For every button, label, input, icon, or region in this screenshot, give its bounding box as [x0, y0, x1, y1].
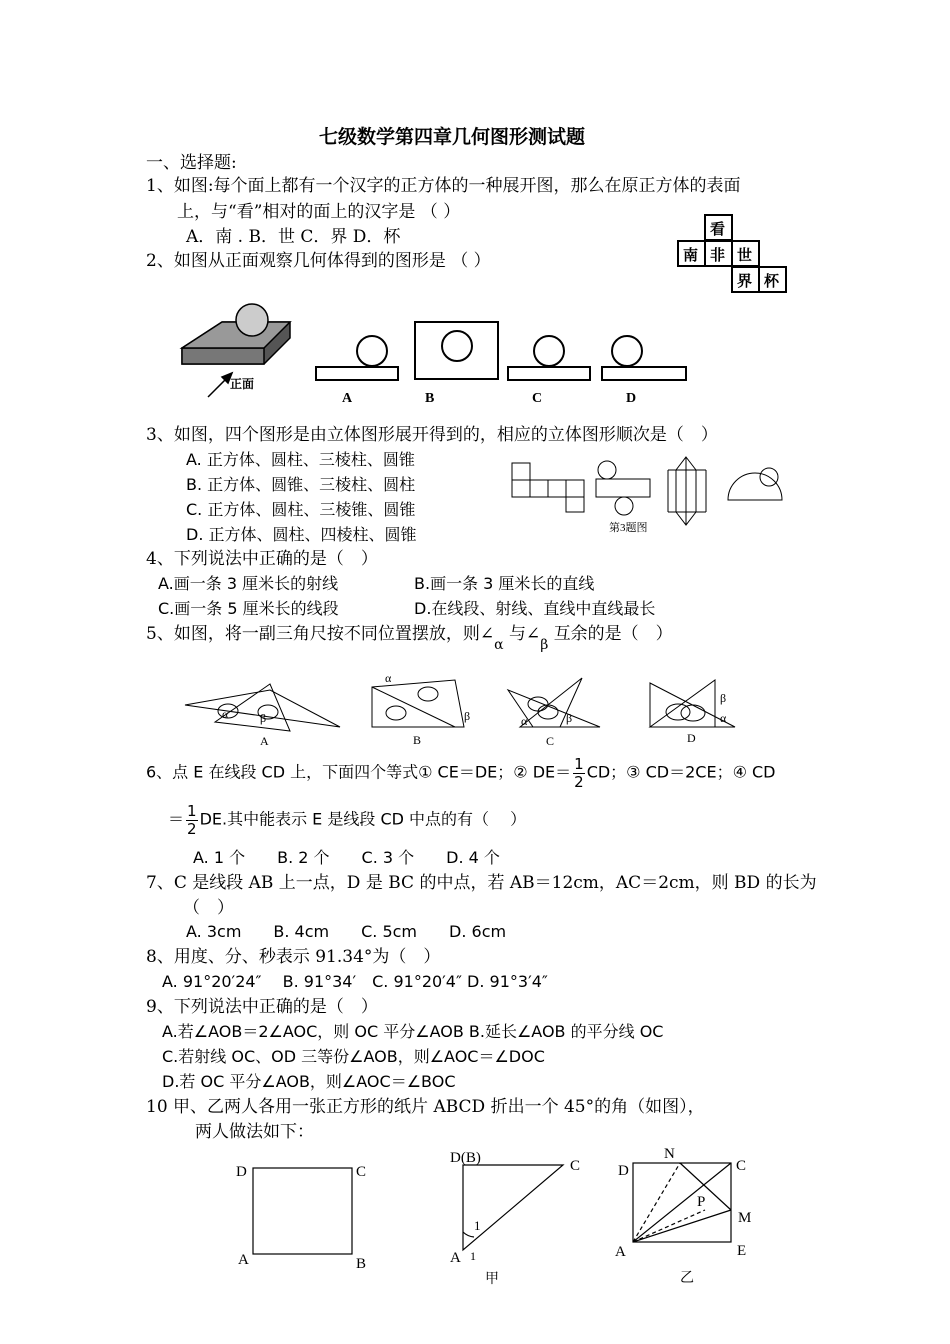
q5-alpha: α: [494, 637, 504, 653]
svg-text:β: β: [260, 711, 267, 725]
q5-label-c: C: [546, 734, 555, 748]
page-title: 七级数学第四章几何图形测试题: [319, 126, 586, 148]
q9-option-c: C.若射线 OC、OD 三等份∠AOB，则∠AOC＝∠DOC: [162, 1047, 545, 1066]
svg-text:1: 1: [470, 1249, 476, 1263]
q5-beta: β: [540, 637, 549, 653]
q5-label-b: B: [413, 733, 422, 747]
q6-options: A. 1 个 B. 2 个 C. 3 个 D. 4 个: [193, 848, 500, 867]
q3-nets: [512, 457, 782, 534]
svg-text:α: α: [720, 711, 727, 725]
q8-text: 8、用度、分、秒表示 91.34°为（ ）: [146, 947, 441, 967]
svg-text:A: A: [615, 1244, 626, 1260]
svg-text:α: α: [385, 671, 392, 685]
q6-frac2-numerator: 1: [187, 802, 197, 820]
svg-text:E: E: [737, 1243, 747, 1259]
q6-frac2-denominator: 2: [187, 819, 197, 838]
q3-caption: 第3题图: [609, 522, 648, 534]
q9-option-d: D.若 OC 平分∠AOB，则∠AOC＝∠BOC: [162, 1072, 456, 1091]
q5-text-a: 5、如图，将一副三角尺按不同位置摆放，则∠: [146, 624, 495, 644]
svg-text:β: β: [566, 711, 573, 725]
svg-text:α: α: [222, 707, 229, 721]
q5-text-c: 互余的是（ ）: [553, 624, 673, 644]
q2-options: [316, 322, 686, 406]
q2-label-a: A: [342, 391, 353, 406]
q9-option-ab: A.若∠AOB＝2∠AOC，则 OC 平分∠AOB B.延长∠AOB 的平分线 OC: [162, 1022, 664, 1041]
net-char-shi: 世: [737, 248, 753, 264]
q10-figures: [236, 1146, 751, 1287]
q1-cube-net: [678, 215, 786, 292]
svg-text:α: α: [521, 714, 528, 728]
svg-text:C: C: [736, 1158, 747, 1174]
svg-text:1: 1: [474, 1218, 481, 1233]
q3-option-b: B. 正方体、圆锥、三棱柱、圆柱: [186, 475, 416, 494]
q2-text: 2、如图从正面观察几何体得到的图形是 （ ）: [146, 251, 491, 271]
q7-text: 7、C 是线段 AB 上一点，D 是 BC 的中点，若 AB＝12cm，AC＝2cm，则 BD 的长为: [146, 873, 817, 893]
q1-text: 1、如图:每个面上都有一个汉字的正方体的一种展开图，那么在原正方体的表面: [146, 176, 741, 196]
svg-text:B: B: [356, 1256, 367, 1272]
svg-text:A: A: [450, 1250, 461, 1266]
q9-text: 9、下列说法中正确的是（ ）: [146, 997, 378, 1017]
q10-text-cont: 两人做法如下：: [195, 1122, 314, 1142]
q2-solid: [182, 304, 290, 397]
svg-text:β: β: [464, 709, 471, 723]
q6-text-b: CD；③ CD＝2CE；④ CD: [586, 762, 776, 782]
q1-options: A．南 . B．世 C．界 D．杯: [186, 227, 401, 247]
q2-label-b: B: [425, 391, 435, 406]
q10-caption-yi: 乙: [680, 1271, 694, 1286]
q5-text-b: 与∠: [508, 624, 541, 644]
q5-figures: [185, 671, 735, 748]
svg-text:P: P: [697, 1194, 706, 1210]
q10-text: 10 甲、乙两人各用一张正方形的纸片 ABCD 折出一个 45°的角（如图），: [146, 1097, 705, 1117]
svg-text:C: C: [356, 1164, 367, 1180]
q8-options: A. 91°20′24″ B. 91°34′ C. 91°20′4″ D. 91°3′4″: [162, 972, 548, 991]
q10-caption-jia: 甲: [485, 1272, 499, 1287]
q3-option-d: D. 正方体、圆柱、四棱柱、圆锥: [186, 525, 417, 544]
q4-option-a: A.画一条 3 厘米长的射线: [158, 574, 339, 593]
q3-option-c: C. 正方体、圆柱、三棱锥、圆锥: [186, 500, 416, 519]
svg-text:C: C: [570, 1158, 581, 1174]
q3-text: 3、如图，四个图形是由立体图形展开得到的，相应的立体图形顺次是（ ）: [146, 425, 718, 445]
section-heading: 一、选择题:: [146, 153, 237, 173]
q5-label-d: D: [687, 731, 696, 745]
q1-text-cont: 上，与“看”相对的面上的汉字是 （ ）: [177, 202, 461, 222]
q5-label-a: A: [260, 734, 269, 748]
svg-text:A: A: [238, 1252, 249, 1268]
q6-text-d: DE.其中能表示 E 是线段 CD 中点的有（ ）: [199, 809, 527, 829]
net-char-fei: 非: [710, 248, 726, 264]
q4-option-b: B.画一条 3 厘米长的直线: [414, 574, 595, 593]
net-char-jie: 界: [737, 274, 753, 290]
net-char-bei: 杯: [764, 274, 780, 290]
svg-text:D: D: [618, 1163, 629, 1179]
svg-text:β: β: [720, 691, 727, 705]
net-char-kan: 看: [710, 222, 726, 238]
svg-text:D: D: [236, 1164, 247, 1180]
q4-option-c: C.画一条 5 厘米长的线段: [158, 599, 339, 618]
q4-option-d: D.在线段、射线、直线中直线最长: [414, 599, 656, 618]
net-char-nan: 南: [683, 248, 699, 264]
q7-text-cont: （ ）: [183, 898, 234, 918]
q2-label-c: C: [532, 391, 543, 406]
q2-label-d: D: [626, 391, 637, 406]
front-label: 正面: [230, 377, 255, 391]
svg-text:D(B): D(B): [450, 1150, 481, 1166]
q7-options: A. 3cm B. 4cm C. 5cm D. 6cm: [186, 922, 507, 941]
q6-text-c: ＝: [168, 809, 185, 829]
q6-text-a: 6、点 E 在线段 CD 上，下面四个等式① CE＝DE；② DE＝: [146, 762, 572, 782]
q3-option-a: A. 正方体、圆柱、三棱柱、圆锥: [186, 450, 415, 469]
q6-frac-denominator: 2: [574, 772, 584, 791]
svg-text:M: M: [738, 1210, 752, 1226]
svg-text:N: N: [664, 1146, 675, 1162]
q4-text: 4、下列说法中正确的是（ ）: [146, 549, 378, 569]
q6-frac-numerator: 1: [574, 755, 584, 773]
